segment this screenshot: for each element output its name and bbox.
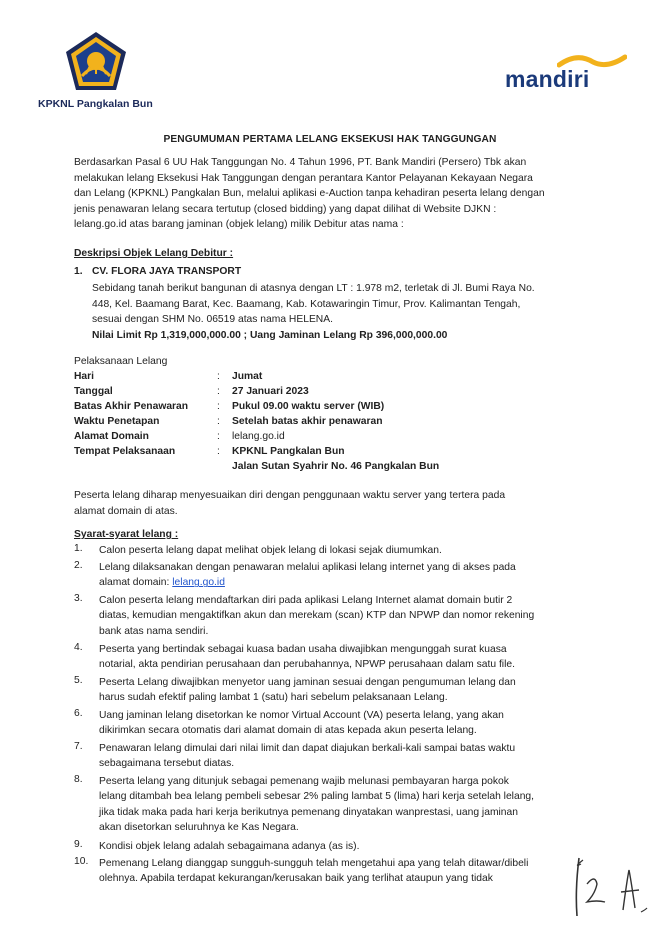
note-paragraph [74,488,594,519]
term-line: jika tidak maka pada hari kerja berikutnya pemenang dinyatakan wanprestasi, uang jaminan [99,806,518,818]
term-line: olehnya. Apabila terdapat kekurangan/kerusakan baik yang terlihat ataupun yang tidak [99,873,493,885]
schedule-key: Alamat Domain [74,431,149,442]
schedule-title: Pelaksanaan Lelang [74,356,168,367]
intro-line: lelang.go.id atas barang jaminan (objek lelang) milik Debitur atas nama : [74,219,404,231]
term-line: bank atas nama sendiri. [99,625,209,637]
term-line: Peserta yang bertindak sebagai kuasa badan usaha diwajibkan mengunggah surat kuasa [99,644,507,655]
term-number: 9. [74,839,83,850]
note-line: alamat domain di atas. [74,505,178,517]
term-number: 10. [74,856,89,867]
term-line: alamat domain: [99,577,173,589]
term-line: Kondisi objek lelang adalah sebagaimana adanya (as is). [99,841,360,852]
intro-line: jenis penawaran lelang secara tertutup (closed bidding) yang dapat dilihat di Website DJKN : [74,203,497,215]
schedule-value: Pukul 09.00 waktu server (WIB) [232,401,385,412]
debtor-description [92,281,595,343]
schedule-colon: : [217,446,220,457]
schedule-value: 27 Januari 2023 [232,386,309,397]
term-number: 1. [74,543,83,554]
debtor-number: 1. [74,266,83,277]
term-number: 4. [74,642,83,653]
ministry-emblem-logo [62,30,130,96]
schedule-colon: : [217,416,220,427]
debtor-name: CV. FLORA JAYA TRANSPORT [92,266,242,277]
debtor-desc-line: Sebidang tanah berikut bangunan di atasnya dengan LT : 1.978 m2, terletak di Jl. Bumi Raya No. [92,283,535,294]
bank-logo [505,58,630,98]
terms-heading: Syarat-syarat lelang : [74,529,179,540]
term-number: 7. [74,741,83,752]
schedule-key: Tempat Pelaksanaan [74,446,176,457]
schedule-value: Setelah batas akhir penawaran [232,416,383,427]
intro-line: Berdasarkan Pasal 6 UU Hak Tanggungan No. 4 Tahun 1996, PT. Bank Mandiri (Persero) Tbk akan [74,157,527,168]
term-line: dikirimkan secara otomatis dari alamat domain di atas kepada akun peserta lelang. [99,725,477,737]
term-number: 5. [74,675,83,686]
schedule-key: Tanggal [74,386,113,397]
term-line: Peserta lelang yang ditunjuk sebagai pemenang wajib melunasi pembayaran harga pokok [99,776,509,787]
org-name: KPKNL Pangkalan Bun [38,98,153,110]
term-line: harus sudah efektif paling lambat 1 (satu) hari sebelum pelaksanaan Lelang. [99,692,448,704]
debtor-desc-line: sesuai dengan SHM No. 06519 atas nama HELENA. [92,314,333,326]
term-line: akan disetorkan seluruhnya ke Kas Negara. [99,822,299,834]
intro-paragraph [74,155,594,233]
term-line: Pemenang Lelang dianggap sungguh-sungguh telah mengetahui apa yang telah ditawar/dibeli [99,858,529,869]
schedule-value: Jalan Sutan Syahrir No. 46 Pangkalan Bun [232,461,440,472]
term-line: lelang ditambah bea lelang pembeli sebesar 2% paling lambat 5 (lima) hari kerja setelah lelang, [99,791,535,803]
bank-logo-text: mandiri [505,66,590,92]
schedule-value: KPKNL Pangkalan Bun [232,446,345,457]
term-line: Peserta Lelang diwajibkan menyetor uang jaminan sesuai dengan pengumuman lelang dan [99,677,516,688]
debtor-price: Nilai Limit Rp 1,319,000,000.00 ; Uang Jaminan Lelang Rp 396,000,000.00 [92,329,448,341]
intro-line: melakukan lelang Eksekusi Hak Tanggungan dengan perantara Kantor Pelayanan Kekayaan Negara [74,172,533,184]
schedule-colon: : [217,386,220,397]
term-line: sebagaimana tersebut diatas. [99,758,235,770]
term-number: 6. [74,708,83,719]
schedule-key: Hari [74,371,95,382]
term-line: Uang jaminan lelang disetorkan ke nomor Virtual Account (VA) peserta lelang, yang akan [99,710,504,721]
schedule-key: Batas Akhir Penawaran [74,401,189,412]
debtor-desc-line: 448, Kel. Baamang Barat, Kec. Baamang, Kab. Kotawaringin Timur, Prov. Kalimantan Tengah, [92,298,521,310]
schedule-value: Jumat [232,371,263,382]
term-line: Penawaran lelang dimulai dari nilai limit dan dapat diajukan berkali-kali sampai batas waktu [99,743,516,754]
term-line: Calon peserta lelang mendaftarkan diri pada aplikasi Lelang Internet alamat domain butir 2 [99,595,513,606]
term-number: 2. [74,560,83,571]
term-line: notarial, akta pendirian perusahaan dan perubahannya, NPWP perusahaan dalam satu file. [99,659,515,671]
term-number: 8. [74,774,83,785]
schedule-value: lelang.go.id [232,431,285,442]
term-line: Calon peserta lelang dapat melihat objek lelang di lokasi sejak diumumkan. [99,545,442,556]
term-line: Lelang dilaksanakan dengan penawaran melalui aplikasi lelang internet yang di akses pada [99,562,516,573]
page-title: PENGUMUMAN PERTAMA LELANG EKSEKUSI HAK TANGGUNGAN [163,134,497,145]
objects-heading: Deskripsi Objek Lelang Debitur : [74,248,234,259]
schedule-colon: : [217,401,220,412]
schedule-colon: : [217,371,220,382]
lelang-link[interactable]: lelang.go.id [172,577,225,589]
term-number: 3. [74,593,83,604]
intro-line: dan Lelang (KPKNL) Pangkalan Bun, melalui aplikasi e-Auction tanpa kehadiran peserta lelang dengan [74,188,545,200]
schedule-colon: : [217,431,220,442]
note-line: Peserta lelang diharap menyesuaikan diri dengan penggunaan waktu server yang tertera pada [74,490,506,501]
term-line: diatas, kemudian mengaktifkan akun dan merekam (scan) KTP dan NPWP dan nomor rekening [99,610,535,622]
handwritten-initials [565,850,655,920]
schedule-key: Waktu Penetapan [74,416,160,427]
